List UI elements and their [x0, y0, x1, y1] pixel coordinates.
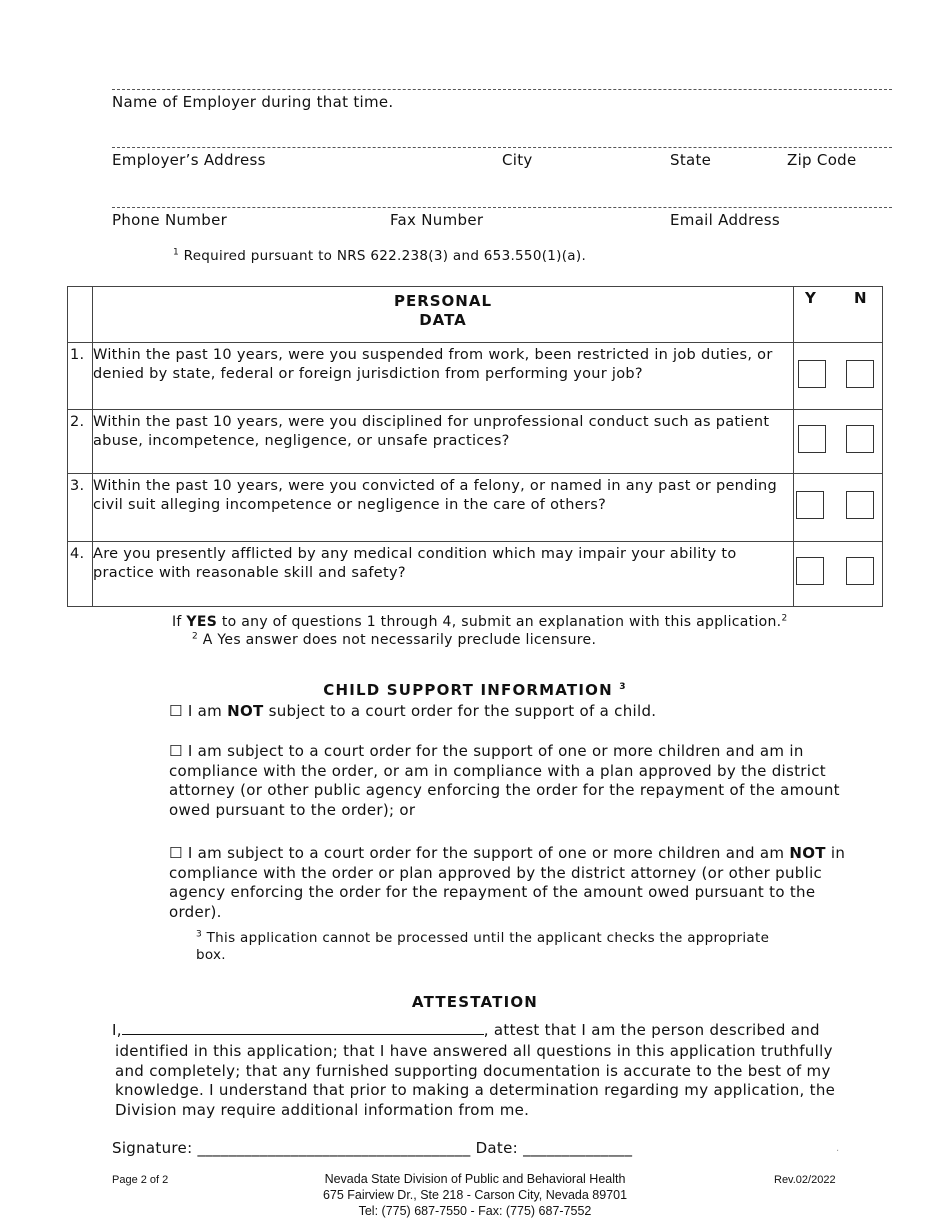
footer-org: Nevada State Division of Public and Behavioral Health: [324, 1172, 626, 1186]
personal-heading-line1: PERSONAL: [393, 292, 493, 310]
question-row: [68, 542, 883, 607]
q1-yes-checkbox[interactable]: [798, 360, 826, 388]
yes-note-text: to any of questions 1 through 4, submit an explanation with this application.: [217, 614, 782, 630]
question-number: 2.: [68, 410, 93, 474]
option-2-text: I am subject to a court order for the support of one or more children and am in compliance with the order, or am in compliance with a plan approved by the district attorney (or other public agency enforcing the order for the repayment of the amount owed pursuant to the order); or: [169, 742, 840, 819]
employer-phone-label: Phone Number: [112, 211, 228, 229]
attestation-name-field[interactable]: [122, 1021, 484, 1035]
child-support-heading-text: CHILD SUPPORT INFORMATION: [323, 681, 613, 699]
signature-line: [112, 1139, 872, 1159]
signature-label: Signature:: [112, 1139, 198, 1157]
date-label: Date:: [475, 1139, 524, 1157]
header-num-cell: [68, 287, 93, 343]
no-column-label: N: [854, 289, 867, 307]
answer-cell: [794, 343, 883, 410]
attestation-body: identified in this application; that I have answered all questions in this application truthfully and completely; that any furnished supporting documentation is accurate to the best of my knowledge. I understand that prior to making a determination regarding my application, the Division may require additional information from me.: [115, 1042, 836, 1119]
footnote-3-text: This application cannot be processed until the applicant checks the appropriate box.: [196, 930, 770, 963]
header-title-cell: [93, 287, 794, 343]
attestation-first-line: [112, 1021, 852, 1041]
trailing-dot: .: [836, 1143, 840, 1154]
question-row: [68, 343, 883, 410]
q2-yes-checkbox[interactable]: [798, 425, 826, 453]
employer-state-label: State: [670, 151, 712, 169]
attestation-prefix: I,: [112, 1021, 122, 1039]
employer-name-label: Name of Employer during that time.: [112, 93, 394, 111]
attestation-text-after: , attest that I am the person described and: [483, 1021, 820, 1039]
employer-fax-label: Fax Number: [390, 211, 484, 229]
yes-note-prefix: If: [172, 614, 187, 630]
employer-contact-line[interactable]: [112, 198, 892, 208]
yes-note-mark: 2: [781, 613, 788, 624]
checkbox-icon[interactable]: ☐: [169, 702, 183, 720]
employer-city-label: City: [502, 151, 533, 169]
option-3-bold: NOT: [789, 844, 826, 862]
option-1-post: subject to a court order for the support of a child.: [263, 702, 657, 720]
date-field[interactable]: ______________: [523, 1139, 633, 1157]
option-1-pre: I am: [182, 702, 228, 720]
q2-no-checkbox[interactable]: [846, 425, 874, 453]
yes-note-bold: YES: [186, 614, 218, 630]
option-1-bold: NOT: [227, 702, 264, 720]
footer-phone: Tel: (775) 687-7550 - Fax: (775) 687-7552: [358, 1204, 592, 1218]
footer-revision: Rev.02/2022: [774, 1174, 836, 1186]
q3-no-checkbox[interactable]: [846, 491, 874, 519]
employer-name-line[interactable]: [112, 80, 892, 90]
answer-cell: [794, 410, 883, 474]
employer-zip-label: Zip Code: [787, 151, 857, 169]
footer-address: 675 Fairview Dr., Ste 218 - Carson City, Nevada 89701: [322, 1188, 628, 1202]
option-3-pre: I am subject to a court order for the support of one or more children and am: [182, 844, 790, 862]
child-support-option-not-subject[interactable]: [169, 702, 849, 722]
question-number: 3.: [68, 474, 93, 542]
question-row: [68, 410, 883, 474]
child-support-heading-mark: 3: [619, 682, 627, 692]
q3-yes-checkbox[interactable]: [796, 491, 824, 519]
signature-field[interactable]: ___________________________________: [197, 1139, 471, 1157]
child-support-heading: [0, 681, 950, 699]
attestation-heading: ATTESTATION: [411, 993, 539, 1011]
question-number: 4.: [68, 542, 93, 607]
question-row: [68, 474, 883, 542]
child-support-option-in-compliance[interactable]: [169, 742, 849, 820]
q4-yes-checkbox[interactable]: [796, 557, 824, 585]
employer-address-line[interactable]: [112, 138, 892, 148]
footnote-3: [196, 930, 786, 964]
personal-data-table: [67, 286, 883, 607]
yes-column-label: Y: [805, 289, 817, 307]
checkbox-icon[interactable]: ☐: [169, 844, 183, 862]
personal-heading-line2: DATA: [419, 311, 467, 329]
question-number: 1.: [68, 343, 93, 410]
question-text: Within the past 10 years, were you suspended from work, been restricted in job duties, or denied by state, federal or foreign jurisdiction from performing your job?: [93, 343, 794, 410]
answer-cell: [794, 474, 883, 542]
footnote-3-mark: 3: [196, 929, 203, 940]
child-support-option-not-in-compliance[interactable]: [169, 844, 854, 922]
question-text: Within the past 10 years, were you convicted of a felony, or named in any past or pending civil suit alleging incompetence or negligence in the care of others?: [93, 474, 794, 542]
q4-no-checkbox[interactable]: [846, 557, 874, 585]
employer-address-label: Employer’s Address: [112, 151, 266, 169]
question-text: Within the past 10 years, were you disciplined for unprofessional conduct such as patient abuse, incompetence, negligence, or unsafe practices?: [93, 410, 794, 474]
footnote-2: [192, 632, 596, 648]
answer-cell: [794, 542, 883, 607]
footnote-2-mark: 2: [192, 631, 199, 642]
footer-page-number: Page 2 of 2: [112, 1174, 169, 1186]
employer-email-label: Email Address: [670, 211, 781, 229]
footnote-2-text: A Yes answer does not necessarily preclude licensure.: [198, 632, 597, 648]
checkbox-icon[interactable]: ☐: [169, 742, 183, 760]
option-3-post: in compliance with the order or plan approved by the district attorney (or other public agency enforcing the order for the repayment of the amount owed pursuant to the order).: [169, 844, 846, 921]
footnote-1-text: Required pursuant to NRS 622.238(3) and 653.550(1)(a).: [179, 248, 587, 264]
yes-explanation-note: [172, 614, 787, 630]
q1-no-checkbox[interactable]: [846, 360, 874, 388]
footnote-1: [173, 248, 586, 264]
question-text: Are you presently afflicted by any medical condition which may impair your ability to practice with reasonable skill and safety?: [93, 542, 794, 607]
header-yn-cell: [794, 287, 883, 343]
footnote-1-mark: 1: [173, 247, 180, 258]
